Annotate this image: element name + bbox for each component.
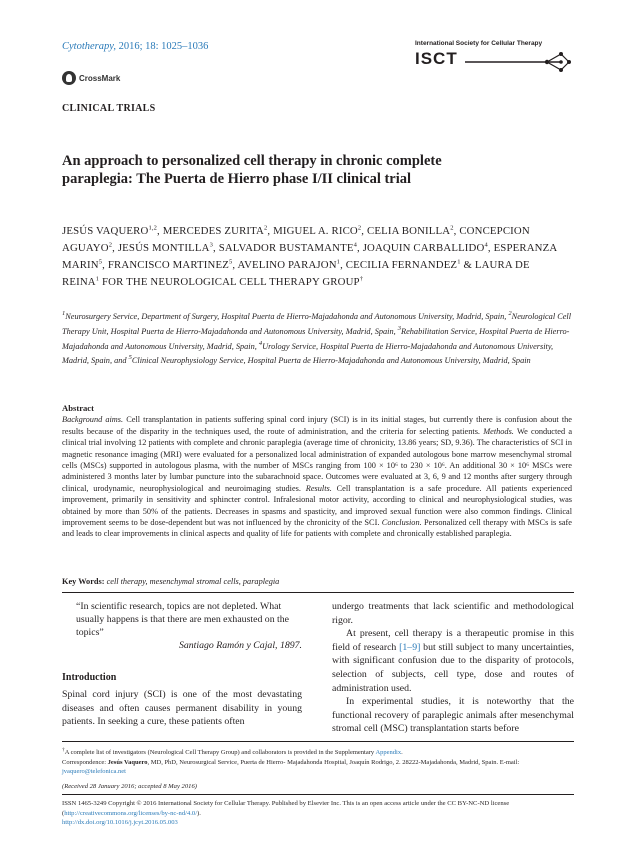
title-line-2: paraplegia: The Puerta de Hierro phase I/II clinical trial — [62, 171, 412, 187]
background-text: Cell transplantation in patients suffering spinal cord injury (SCI) is in its initial stages, but currently there is confusion about the results because of the disparity in the techniques used, the route of administration, and the criteria for selecting patients. — [62, 415, 572, 436]
crossmark-badge[interactable] — [62, 71, 120, 85]
paragraph: In experimental studies, it is noteworthy that the functional recovery of paraplegic animals after mesenchymal stromal cell (MSC) transplantation starts before — [332, 696, 574, 735]
received-dates: (Received 28 January 2016; accepted 8 May 2016) — [62, 783, 197, 790]
conclusion-label: Conclusion. — [381, 518, 422, 528]
paragraph: undergo treatments that lack scientific and methodological rigor. — [332, 601, 574, 626]
dagger-footnote: †A complete list of investigators (Neurological Cell Therapy Group) and collaborators is provided in the Supplementary Appendix. — [62, 747, 403, 757]
society-abbrev: ISCT — [415, 49, 458, 68]
keywords-label: Key Words: — [62, 577, 105, 586]
email-link[interactable]: jvaquero@telefonica.net — [62, 768, 126, 776]
methods-label: Methods. — [483, 426, 514, 436]
keywords — [62, 577, 572, 586]
article-title — [62, 152, 532, 188]
author: JESÚS VAQUERO$^{1,2}$, — [62, 224, 163, 237]
methods-text: We conducted a clinical trial involving 12 patients with complete and chronic paraplegia (average time of chronicity, 13.86 years; SD, 9.36). The characteristics of SCI in magnetic resonance imaging (MRI) were evaluated for a personalized local administration of expanded autologous bone marrow mesenchymal stromal cells (MSCs) supported in autologous plasma, with the number of MSCs ranging from 100 × 10⁶ to 230 × 10⁶. An additional 30 × 10⁶ MSCs were administered 3 months later by lumbar puncture into the subarachnoid space. Outcomes were evaluated at 3, 6, 9 and 12 months after surgery through clinical, urodynamic, neurophysiological and neuroimaging studies. — [62, 426, 573, 493]
divider — [62, 794, 574, 795]
isct-logo — [415, 40, 575, 72]
author: FRANCISCO MARTINEZ$^5$, — [107, 258, 238, 271]
section-label: CLINICAL TRIALS — [62, 103, 156, 114]
journal-name: Cytotherapy, — [62, 41, 116, 52]
crossmark-icon — [62, 71, 76, 85]
introduction-text: Spinal cord injury (SCI) is one of the most devastating diseases and often causes permanent disability in young patients. In seeking a cure, these patients often — [62, 689, 302, 728]
crossmark-label: CrossMark — [79, 73, 121, 83]
results-text: Cell transplantation is a safe procedure. All patients experienced improvement, primarily in sensitivity and sphincter control. Infralesional motor activity, according to clinical and neurophysiological studies, was obtained by more than 50% of the patients. Decreases in spasms and spasticity, and improved sexual function were also common findings. Clinical improvement seems to be dose-dependent but was not influenced by the chronicity of the SCI. — [62, 483, 572, 528]
author: AVELINO PARAJON$^1$, — [237, 258, 346, 271]
author-list — [62, 221, 562, 289]
society-name: International Society for Cellular Therapy — [415, 40, 543, 47]
results-label: Results. — [305, 483, 332, 493]
correspondence-footnote: Correspondence: Jesús Vaquero, MD, PhD, Neurosurgical Service, Puerta de Hierro- Majadahonda Hospital, Joaquín Rodrigo, 2. 28222-Majadahonda, Madrid, Spain. E-mail: jvaquero@telefonica.net — [62, 758, 520, 776]
author: CECILIA FERNANDEZ$^1$ & — [345, 258, 475, 271]
author: JESÚS MONTILLA$^3$, — [117, 241, 219, 254]
footnotes — [62, 746, 574, 777]
author: MERCEDES ZURITA$^2$, — [162, 224, 274, 237]
author: JOAQUIN CARBALLIDO$^4$, — [362, 241, 494, 254]
doi-link[interactable]: http://dx.doi.org/10.1016/j.jcyt.2016.05.003 — [62, 819, 178, 826]
introduction-heading: Introduction — [62, 672, 117, 683]
author: LAURA DE REINA$^1$ — [62, 258, 530, 288]
journal-volume-pages: 2016; 18: 1025–1036 — [115, 41, 209, 52]
background-label: Background aims. — [62, 415, 124, 425]
epigraph-text: “In scientific research, topics are not depleted. What usually happens is that there are men exhausted on the topics” — [76, 601, 290, 638]
author: CONCEPCION AGUAYO$^2$, — [62, 224, 530, 254]
author: SALVADOR BUSTAMANTE$^4$, — [218, 241, 363, 254]
paragraph: At present, cell therapy is a therapeutic promise in this field of research [1–9] but still subject to many uncertainties, with significant confusion due to the disparity of protocols, selection of subjects, cell type, dose and routes of administration used. — [332, 628, 574, 694]
journal-citation — [62, 41, 208, 52]
affiliations: $^1$Neurosurgery Service, Department of Surgery, Hospital Puerta de Hierro-Majadahonda and Autonomous University, Madrid, Spain, $^2$Neurological Cell Therapy Unit, Hospital Puerta de Hierro-Majadahonda and Autonomous University, Madrid, Spain, $^3$Rehabilitation Service, Hospital Puerta de Hierro-Majadahonda and Autonomous University, Madrid, Spain, $^4$Urology Service, Hospital Puerta de Hierro-Majadahonda and Autonomous University, Madrid, Spain, and $^5$Clinical Neurophysiology Service, Hospital Puerta de Hierro-Majadahonda and Autonomous University, Madrid, Spain — [62, 310, 572, 366]
epigraph — [76, 600, 302, 652]
author: CELIA BONILLA$^2$, — [367, 224, 460, 237]
abstract-heading: Abstract — [62, 403, 94, 413]
right-column-text — [332, 600, 574, 736]
author: MIGUEL A. RICO$^2$, — [273, 224, 367, 237]
appendix-link[interactable]: Appendix — [375, 749, 402, 757]
network-node-icon — [465, 51, 575, 73]
reference-link[interactable]: [1–9] — [399, 641, 421, 653]
conclusion-text: Personalized cell therapy with MSCs is safe and leads to clear improvements in clinical aspects and quality of life for patients with complete and chronically established paraplegia. — [62, 518, 572, 539]
license-notice: ISSN 1465-3249 Copyright © 2016 International Society for Cellular Therapy. Published by Elsevier Inc. This is an open access article under the CC BY-NC-ND license (http://creativecommons.org/licenses/by-nc-nd/4.0/). http://dx.doi.org/10.1016/j.jcyt.2016.05.003 — [62, 800, 510, 826]
license-link[interactable]: http://creativecommons.org/licenses/by-nc-nd/4.0/ — [64, 809, 198, 817]
author: ESPERANZA MARIN$^5$, — [62, 241, 557, 271]
epigraph-attribution: Santiago Ramón y Cajal, 1897. — [178, 640, 302, 651]
title-line-1: An approach to personalized cell therapy in chronic complete — [62, 153, 442, 169]
keywords-value: cell therapy, mesenchymal stromal cells, paraplegia — [104, 577, 280, 586]
abstract — [62, 403, 572, 540]
divider — [62, 741, 574, 742]
divider — [62, 592, 574, 593]
author-group: FOR THE NEUROLOGICAL CELL THERAPY GROUP† — [102, 275, 364, 288]
